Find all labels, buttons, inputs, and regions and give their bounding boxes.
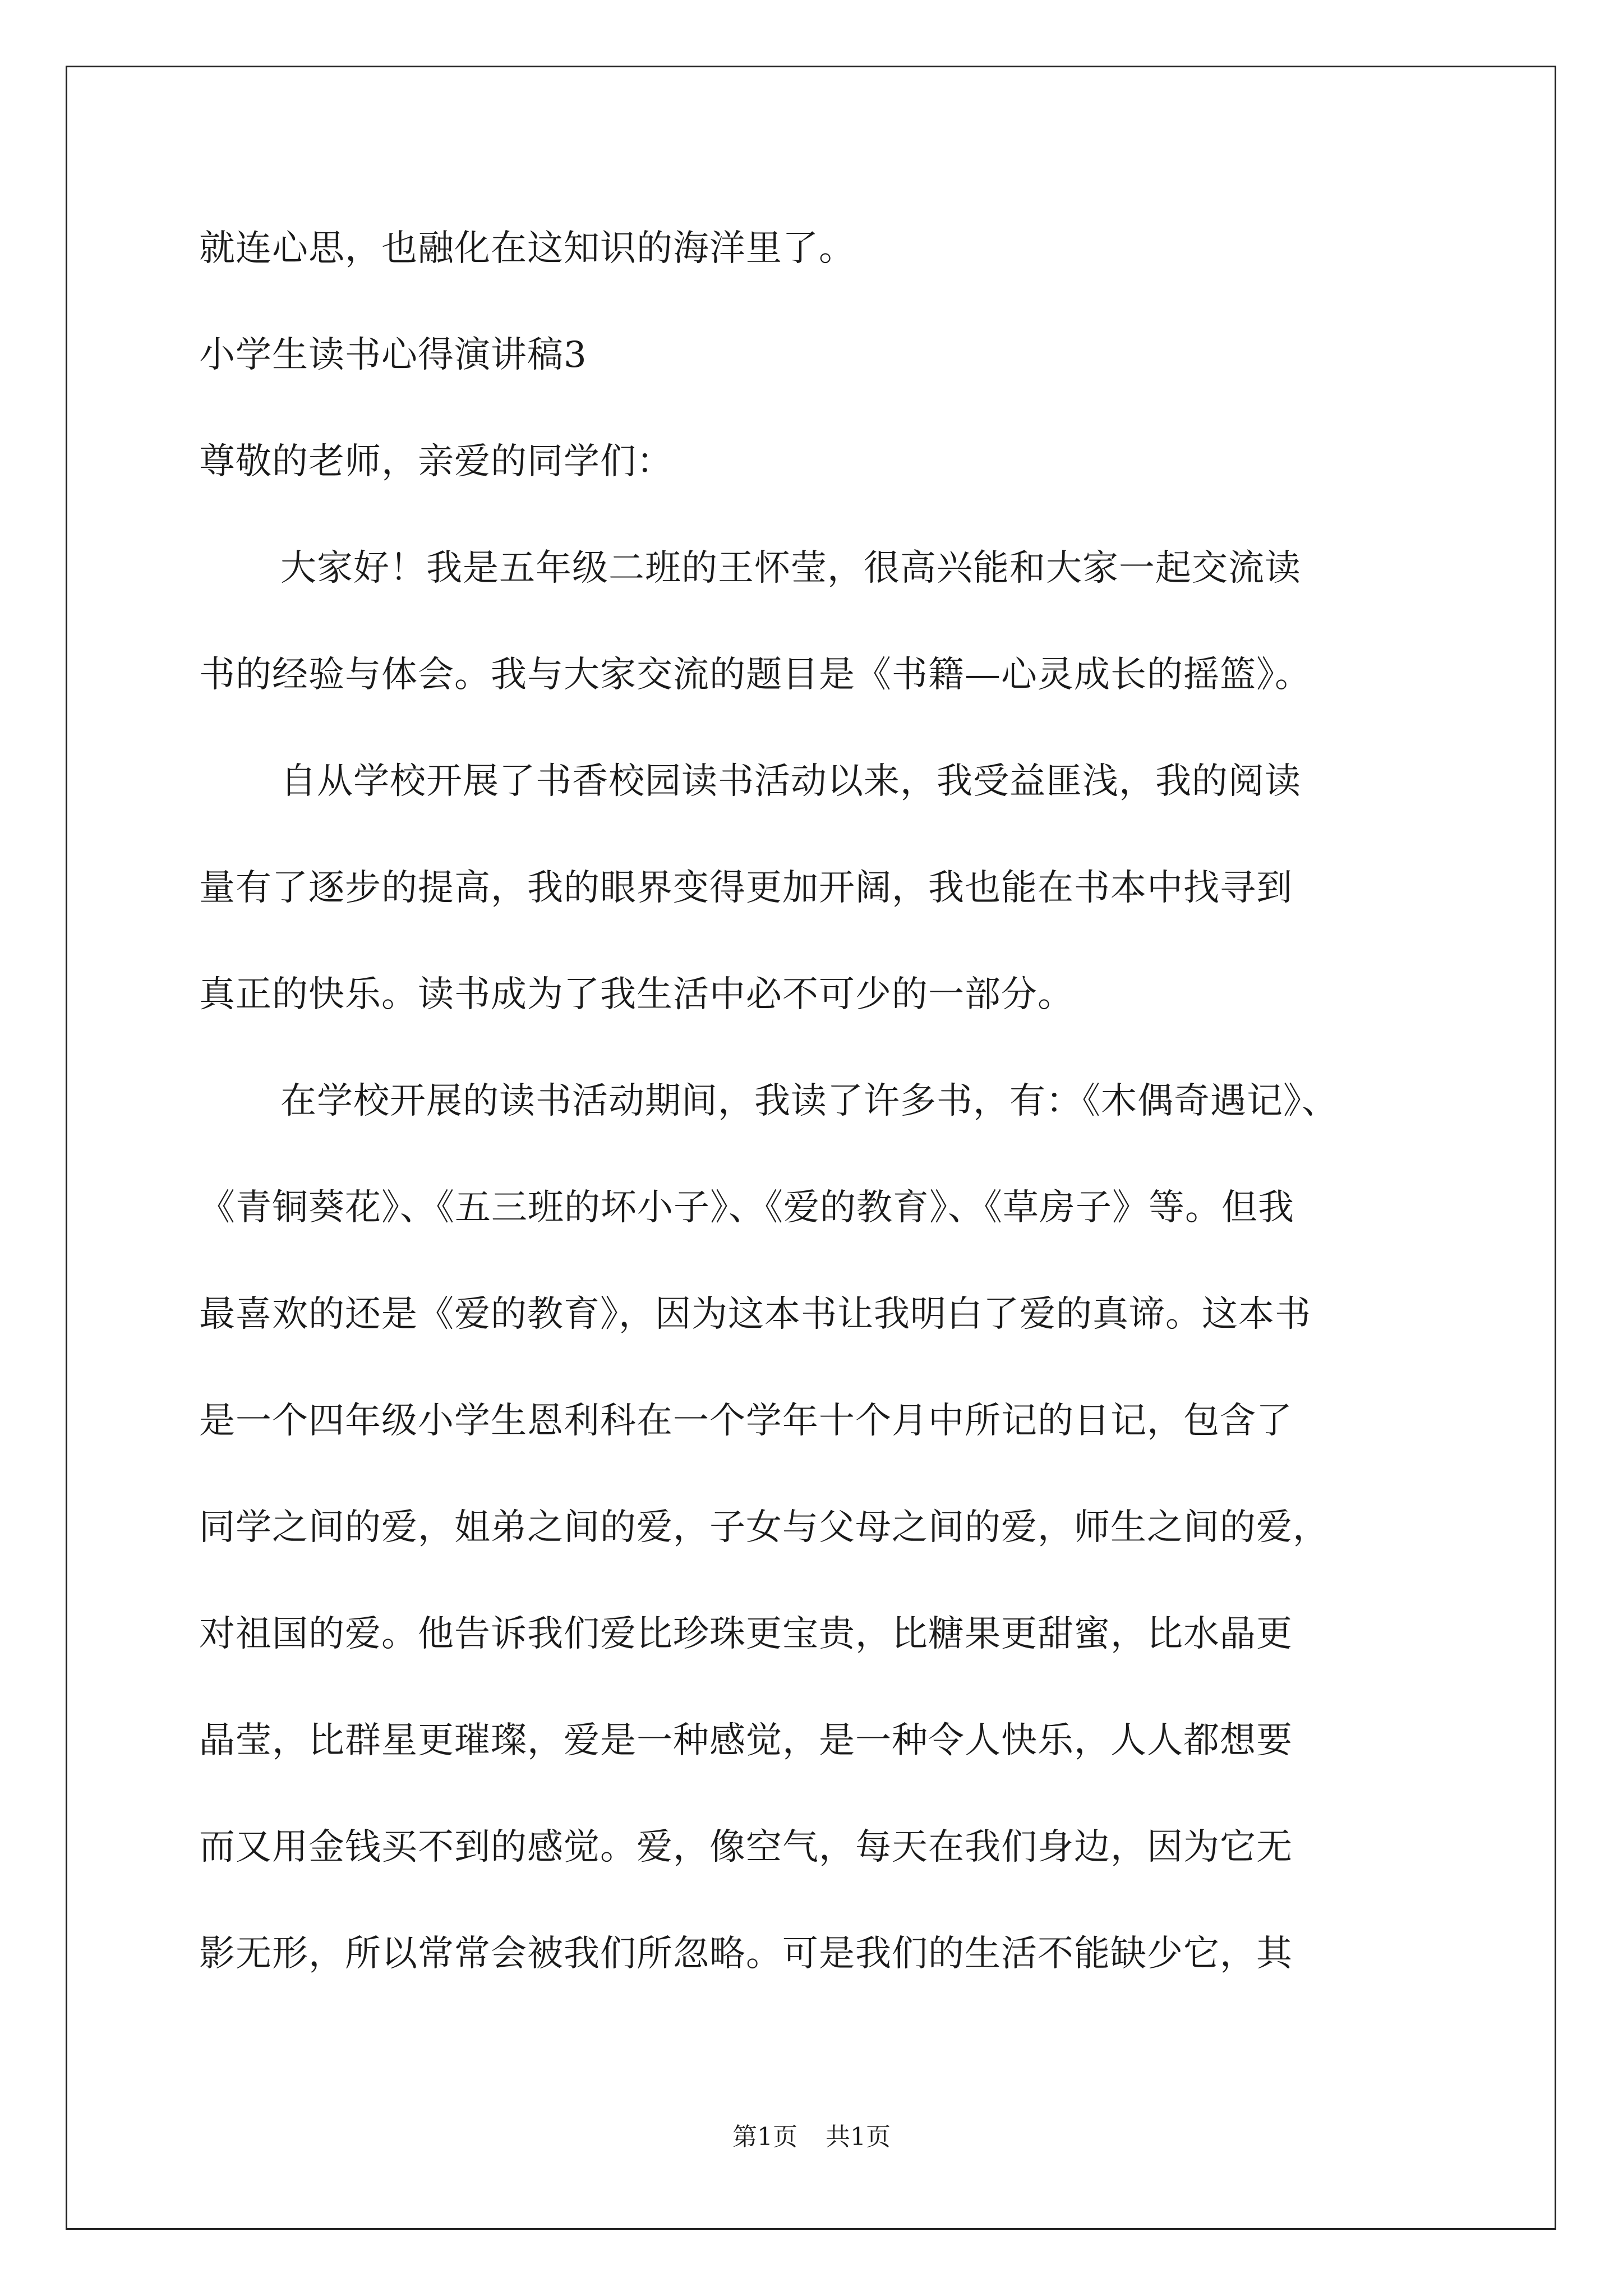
- paragraph-line: 在学校开展的读书活动期间，我读了许多书，有：《木偶奇遇记》、: [280, 1080, 1338, 1122]
- paragraph-line: 《青铜葵花》、《五三班的坏小子》、《爱的教育》、《草房子》等。但我: [199, 1187, 1294, 1228]
- paragraph-line: 量有了逐步的提高，我的眼界变得更加开阔，我也能在书本中找寻到: [199, 867, 1293, 909]
- paragraph-line: 书的经验与体会。我与大家交流的题目是《书籍—心灵成长的摇篮》。: [199, 654, 1311, 696]
- paragraph-line: 晶莹，比群星更璀璨，爱是一种感觉，是一种令人快乐，人人都想要: [199, 1720, 1293, 1761]
- paragraph-line: 真正的快乐。读书成为了我生活中必不可少的一部分。: [199, 974, 1074, 1015]
- paragraph-line: 是一个四年级小学生恩利科在一个学年十个月中所记的日记，包含了: [199, 1400, 1293, 1442]
- page-footer: [0, 2120, 1623, 2154]
- page-border: [66, 66, 1556, 2230]
- page-number: 第1页: [732, 2123, 797, 2151]
- section-title: 小学生读书心得演讲稿3: [199, 334, 587, 376]
- paragraph-line: 影无形，所以常常会被我们所忽略。可是我们的生活不能缺少它，其: [199, 1933, 1293, 1975]
- paragraph-line: 而又用金钱买不到的感觉。爱，像空气，每天在我们身边，因为它无: [199, 1826, 1293, 1868]
- salutation: 尊敬的老师，亲爱的同学们：: [199, 441, 673, 482]
- paragraph-line: 自从学校开展了书香校园读书活动以来，我受益匪浅，我的阅读: [280, 761, 1301, 802]
- paragraph-line: 对祖国的爱。他告诉我们爱比珍珠更宝贵，比糖果更甜蜜，比水晶更: [199, 1613, 1293, 1655]
- text-line: 就连心思，也融化在这知识的海洋里了。: [199, 228, 855, 269]
- paragraph-line: 同学之间的爱，姐弟之间的爱，子女与父母之间的爱，师生之间的爱，: [199, 1507, 1329, 1548]
- page-total: 共1页: [826, 2123, 891, 2151]
- paragraph-line: 最喜欢的还是《爱的教育》，因为这本书让我明白了爱的真谛。这本书: [199, 1294, 1311, 1335]
- paragraph-line: 大家好！我是五年级二班的王怀莹，很高兴能和大家一起交流读: [280, 547, 1301, 589]
